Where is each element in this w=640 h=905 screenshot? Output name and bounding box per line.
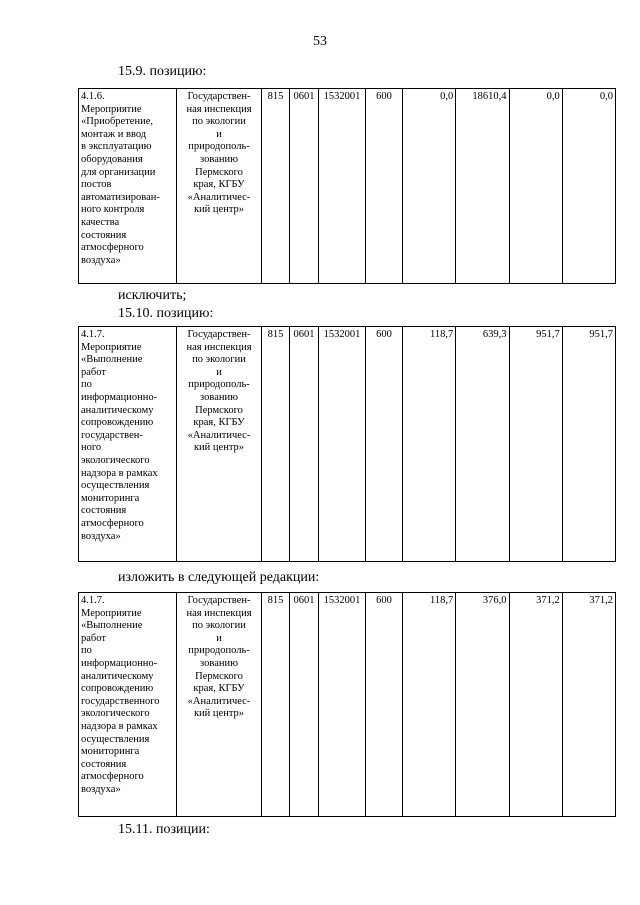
amount-3-cell: 371,2: [509, 593, 562, 817]
table-position-4-1-7-new: [78, 592, 616, 817]
executor-cell: Государствен- ная инспекция по экологии и природополь- зованию Пермского края, КГБУ «Аналитичес- кий центр»: [177, 89, 262, 284]
page-number: 53: [313, 34, 327, 49]
amount-3-cell: 0,0: [509, 89, 562, 284]
amount-3-cell: 951,7: [509, 327, 562, 562]
item-15-9-heading: 15.9. позицию:: [118, 64, 207, 79]
section-code-cell: 0601: [290, 89, 319, 284]
activity-name-cell: 4.1.7. Мероприятие «Выполнение работ по информационно- аналитическому сопровождению государственного экологического надзора в рамках осуществления мониторинга состояния атмосферного воздуха»: [79, 593, 177, 817]
section-code-cell: 0601: [290, 593, 319, 817]
amount-4-cell: 0,0: [562, 89, 615, 284]
activity-name-cell: 4.1.6. Мероприятие «Приобретение, монтаж и ввод в эксплуатацию оборудования для организации постов автоматизирован- ного контроля качества состояния атмосферного воздуха»: [79, 89, 177, 284]
expense-type-cell: 600: [366, 593, 403, 817]
amount-1-cell: 0,0: [403, 89, 456, 284]
target-article-cell: 1532001: [319, 593, 366, 817]
activity-name-cell: 4.1.7. Мероприятие «Выполнение работ по информационно- аналитическому сопровождению государствен- ного экологического надзора в рамках осуществления мониторинга состояния атмосферного воздуха»: [79, 327, 177, 562]
table-row: [79, 593, 616, 817]
amount-2-cell: 639,3: [456, 327, 509, 562]
restate-text: изложить в следующей редакции:: [118, 570, 320, 585]
exclude-text: исключить;: [118, 288, 187, 303]
amount-4-cell: 951,7: [562, 327, 615, 562]
section-code-cell: 0601: [290, 327, 319, 562]
amount-4-cell: 371,2: [562, 593, 615, 817]
amount-2-cell: 18610,4: [456, 89, 509, 284]
expense-type-cell: 600: [366, 327, 403, 562]
table-row: [79, 89, 616, 284]
amount-1-cell: 118,7: [403, 593, 456, 817]
amount-2-cell: 376,0: [456, 593, 509, 817]
expense-type-cell: 600: [366, 89, 403, 284]
target-article-cell: 1532001: [319, 89, 366, 284]
grbs-code-cell: 815: [262, 327, 290, 562]
item-15-10-heading: 15.10. позицию:: [118, 306, 214, 321]
executor-cell: Государствен- ная инспекция по экологии и природополь- зованию Пермского края, КГБУ «Аналитичес- кий центр»: [177, 327, 262, 562]
executor-cell: Государствен- ная инспекция по экологии и природополь- зованию Пермского края, КГБУ «Аналитичес- кий центр»: [177, 593, 262, 817]
amount-1-cell: 118,7: [403, 327, 456, 562]
target-article-cell: 1532001: [319, 327, 366, 562]
item-15-11-heading: 15.11. позиции:: [118, 822, 210, 837]
grbs-code-cell: 815: [262, 89, 290, 284]
grbs-code-cell: 815: [262, 593, 290, 817]
table-position-4-1-6: [78, 88, 616, 284]
table-position-4-1-7-old: [78, 326, 616, 562]
table-row: [79, 327, 616, 562]
